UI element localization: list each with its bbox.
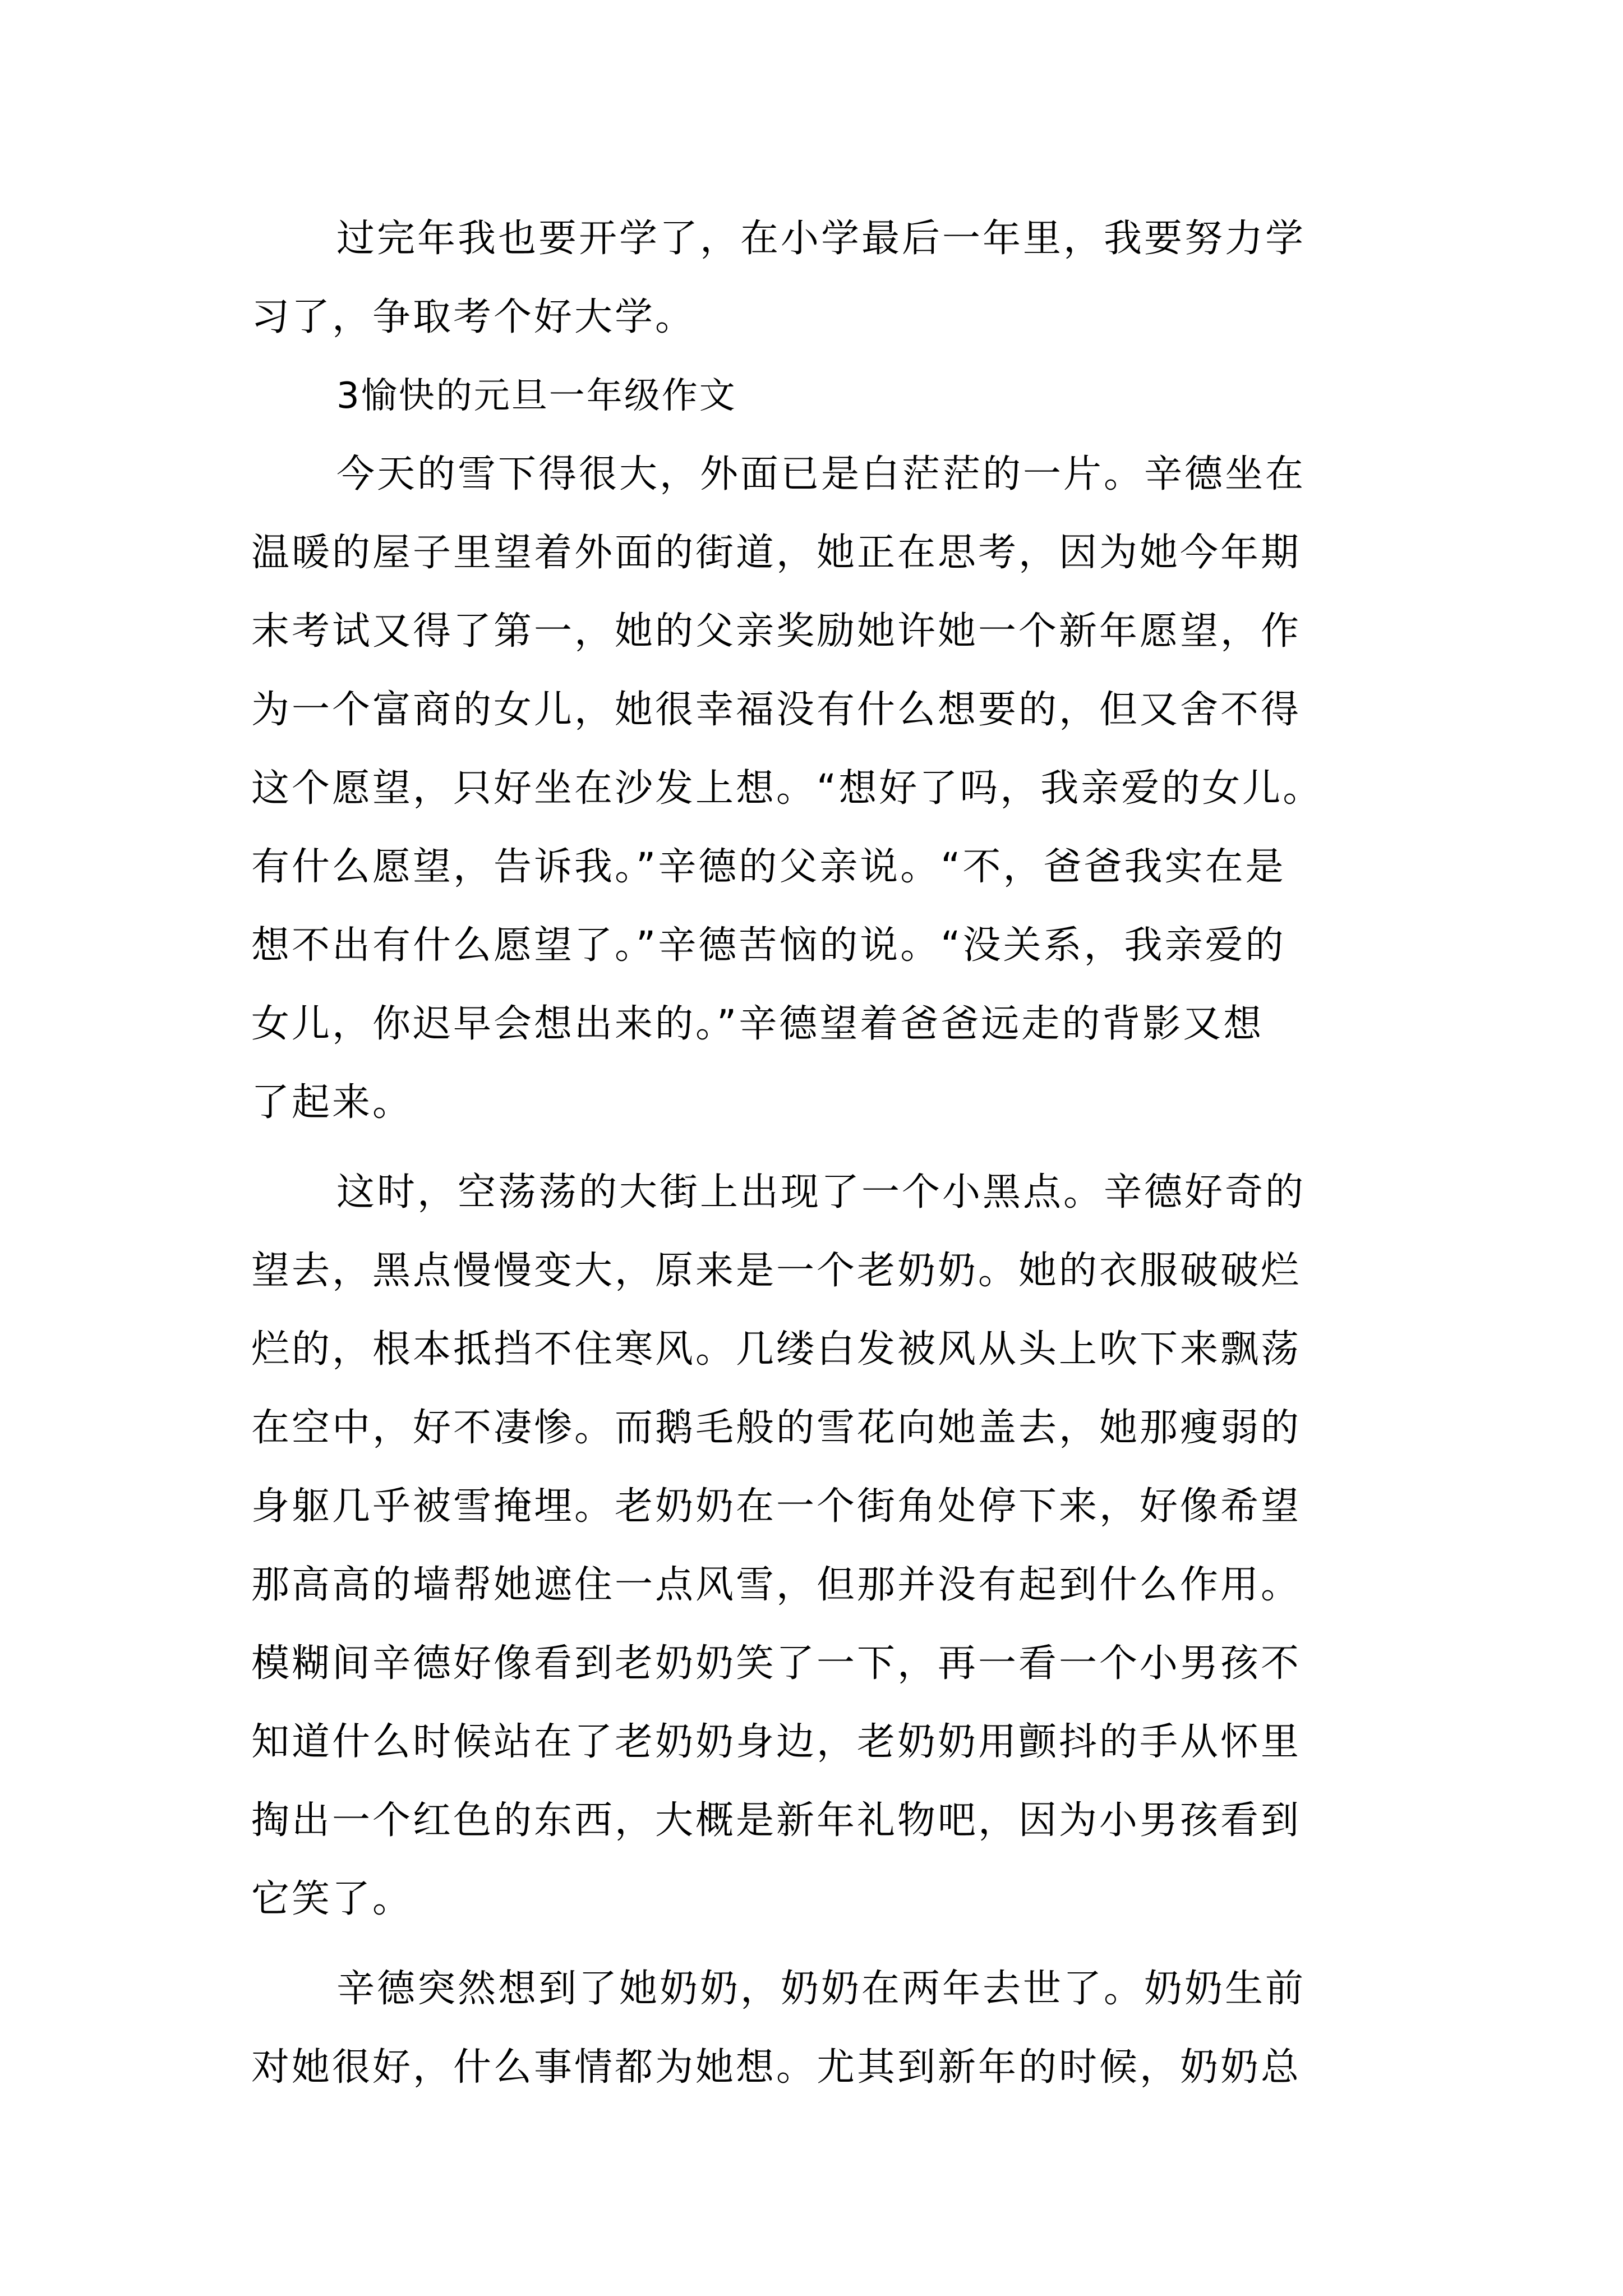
- text-line: 温暖的屋子里望着外面的街道，她正在思考，因为她今年期: [251, 531, 1302, 575]
- text-line: 知道什么时候站在了老奶奶身边，老奶奶用颤抖的手从怀里: [251, 1720, 1302, 1764]
- text-line: 女儿，你迟早会想出来的。”辛德望着爸爸远走的背影又想: [251, 1002, 1264, 1046]
- text-line: 了起来。: [251, 1080, 413, 1125]
- text-line: 习了，争取考个好大学。: [251, 295, 696, 339]
- text-line: 模糊间辛德好像看到老奶奶笑了一下，再一看一个小男孩不: [251, 1641, 1302, 1686]
- text-line: 辛德突然想到了她奶奶，奶奶在两年去世了。奶奶生前: [336, 1967, 1306, 2011]
- text-line: 有什么愿望，告诉我。”辛德的父亲说。“不，爸爸我实在是: [251, 845, 1286, 889]
- text-line: 今天的雪下得很大，外面已是白茫茫的一片。辛德坐在: [336, 452, 1306, 496]
- section-heading: 3愉快的元旦一年级作文: [336, 375, 737, 417]
- text-line: 为一个富商的女儿，她很幸福没有什么想要的，但又舍不得: [251, 688, 1302, 732]
- text-line: 对她很好，什么事情都为她想。尤其到新年的时候，奶奶总: [251, 2045, 1302, 2090]
- text-line: 身躯几乎被雪掩埋。老奶奶在一个街角处停下来，好像希望: [251, 1484, 1302, 1529]
- text-line: 这个愿望，只好坐在沙发上想。“想好了吗，我亲爱的女儿。: [251, 766, 1324, 811]
- text-line: 它笑了。: [251, 1877, 413, 1921]
- text-line: 过完年我也要开学了，在小学最后一年里，我要努力学: [336, 217, 1306, 261]
- text-line: 掏出一个红色的东西，大概是新年礼物吧，因为小男孩看到: [251, 1798, 1302, 1843]
- text-line: 在空中，好不凄惨。而鹅毛般的雪花向她盖去，她那瘦弱的: [251, 1406, 1302, 1450]
- text-line: 这时，空荡荡的大街上出现了一个小黑点。辛德好奇的: [336, 1170, 1306, 1214]
- text-line: 望去，黑点慢慢变大，原来是一个老奶奶。她的衣服破破烂: [251, 1249, 1302, 1293]
- text-line: 烂的，根本抵挡不住寒风。几缕白发被风从头上吹下来飘荡: [251, 1327, 1302, 1372]
- text-line: 想不出有什么愿望了。”辛德苦恼的说。“没关系，我亲爱的: [251, 923, 1286, 968]
- text-line: 那高高的墙帮她遮住一点风雪，但那并没有起到什么作用。: [251, 1563, 1302, 1607]
- text-line: 末考试又得了第一，她的父亲奖励她许她一个新年愿望，作: [251, 609, 1302, 654]
